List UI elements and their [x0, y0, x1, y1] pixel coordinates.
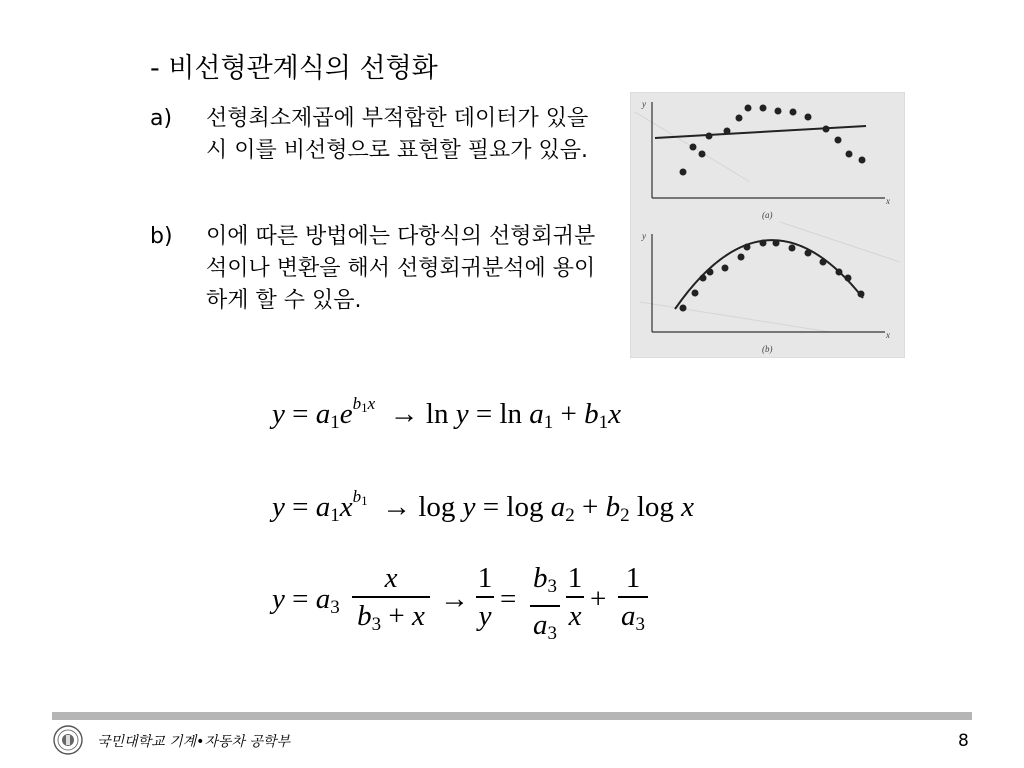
footer-divider — [52, 712, 972, 720]
panel-b-caption: (b) — [762, 344, 773, 354]
bullet-marker: b) — [150, 224, 173, 249]
panel-a-x-label: x — [886, 196, 890, 206]
slide-title: - 비선형관계식의 선형화 — [150, 53, 438, 84]
university-seal-icon — [53, 725, 83, 755]
equation-exponential: $y = a_1e^{b_1x} \to \ln y = \ln a_1 + b_1x$ — [272, 394, 621, 433]
footer-institution: 국민대학교 기계•자동차 공학부 — [97, 734, 290, 750]
equation-saturation-growth: $y = a_3$ x $b_3 + x$ → 1 y = $b_3$ $a_3$ 1 x + 1 $a_3$ — [272, 562, 692, 642]
bullet-text: 선형최소제곱에 부적합한 데이터가 있을 시 이를 비선형으로 표현할 필요가 있음. — [206, 106, 589, 163]
bullet-marker: a) — [150, 106, 173, 131]
panel-b-y-label: y — [642, 231, 646, 241]
page-number: 8 — [958, 731, 969, 751]
equation-power: $y = a_1x^{b_1} \to \log y = \log a_2 + b_2$ log x — [272, 487, 695, 526]
panel-a-caption: (a) — [762, 210, 773, 220]
scatter-figure — [630, 92, 905, 358]
panel-a-y-label: y — [642, 99, 646, 109]
panel-b-x-label: x — [886, 330, 890, 340]
bullet-text: 이에 따른 방법에는 다항식의 선형회귀분석이나 변환을 해서 선형회귀분석에 용이하게 할 수 있음. — [206, 224, 596, 313]
